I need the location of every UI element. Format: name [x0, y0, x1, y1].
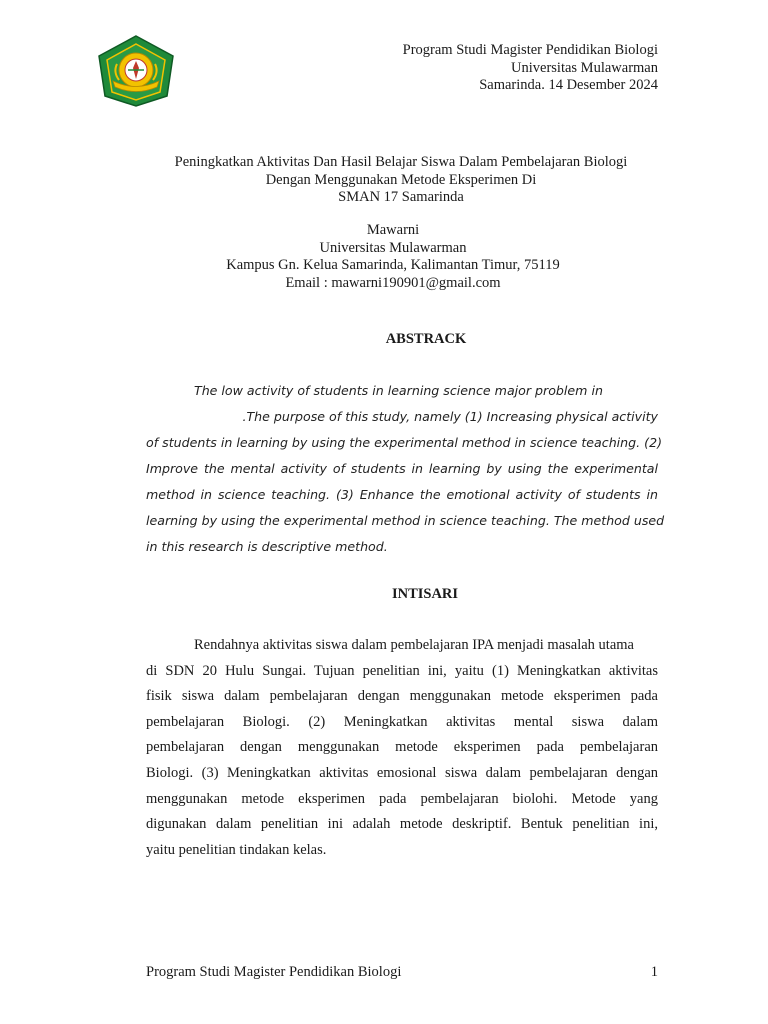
author-block: [0, 222, 768, 292]
footer-program: Program Studi Magister Pendidikan Biologi: [146, 964, 402, 980]
intisari-line: Biologi. (3) Meningkatkan aktivitas emosional siswa dalam pembelajaran dengan: [146, 764, 658, 781]
title-line-2: Dengan Menggunakan Metode Eksperimen Di: [265, 171, 537, 188]
abstract-line: The low activity of students in learning science major problem in: [194, 383, 603, 398]
abstract-body: [146, 378, 665, 560]
header-place-date: Samarinda. 14 Desember 2024: [479, 77, 658, 93]
header-university: Universitas Mulawarman: [511, 59, 658, 76]
paper-title: [0, 154, 768, 207]
author-name: Mawarni: [366, 222, 420, 238]
header-program: Program Studi Magister Pendidikan Biologi: [402, 42, 658, 58]
intisari-line: fisik siswa dalam pembelajaran dengan menggunakan metode eksperimen pada: [146, 688, 658, 705]
abstract-line: learning by using the experimental method in science teaching. The method used: [146, 513, 665, 528]
page-footer: [146, 964, 658, 981]
intisari-line: digunakan dalam penelitian ini adalah metode deskriptif. Bentuk penelitian ini,: [146, 816, 658, 833]
page-number: 1: [650, 964, 658, 980]
crest-icon: [95, 34, 177, 108]
abstract-heading: ABSTRACK: [385, 331, 467, 347]
abstract-line: method in science teaching. (3) Enhance the emotional activity of students in: [146, 487, 658, 502]
intisari-heading: INTISARI: [391, 586, 459, 602]
intisari-line: pembelajaran Biologi. (2) Meningkatkan aktivitas mental siswa dalam: [146, 713, 658, 730]
intisari-line: pembelajaran dengan menggunakan metode eksperimen pada pembelajaran: [146, 739, 658, 756]
intisari-body: [146, 633, 658, 863]
intisari-line: Rendahnya aktivitas siswa dalam pembelajaran IPA menjadi masalah utama: [194, 637, 634, 653]
intisari-line: yaitu penelitian tindakan kelas.: [146, 841, 327, 858]
author-email: Email : mawarni190901@gmail.com: [285, 274, 501, 291]
intisari-line: di SDN 20 Hulu Sungai. Tujuan penelitian ini, yaitu (1) Meningkatkan aktivitas: [146, 662, 658, 679]
abstract-line: Improve the mental activity of students in learning by using the experimental: [146, 461, 658, 476]
abstract-line: of students in learning by using the experimental method in science teaching. (2): [146, 435, 662, 450]
document-header: [403, 42, 658, 95]
title-line-1: Peningkatkan Aktivitas Dan Hasil Belajar Siswa Dalam Pembelajaran Biologi: [174, 154, 628, 170]
author-address: Kampus Gn. Kelua Samarinda, Kalimantan Timur, 75119: [226, 257, 560, 273]
university-crest-logo: [95, 34, 177, 108]
author-institution: Universitas Mulawarman: [319, 239, 467, 256]
abstract-line: .The purpose of this study, namely (1) Increasing physical activity: [242, 409, 658, 424]
abstract-line: in this research is descriptive method.: [146, 539, 388, 554]
title-line-3: SMAN 17 Samarinda: [338, 189, 464, 205]
intisari-line: menggunakan metode eksperimen pada pembelajaran biolohi. Metode yang: [146, 790, 658, 807]
